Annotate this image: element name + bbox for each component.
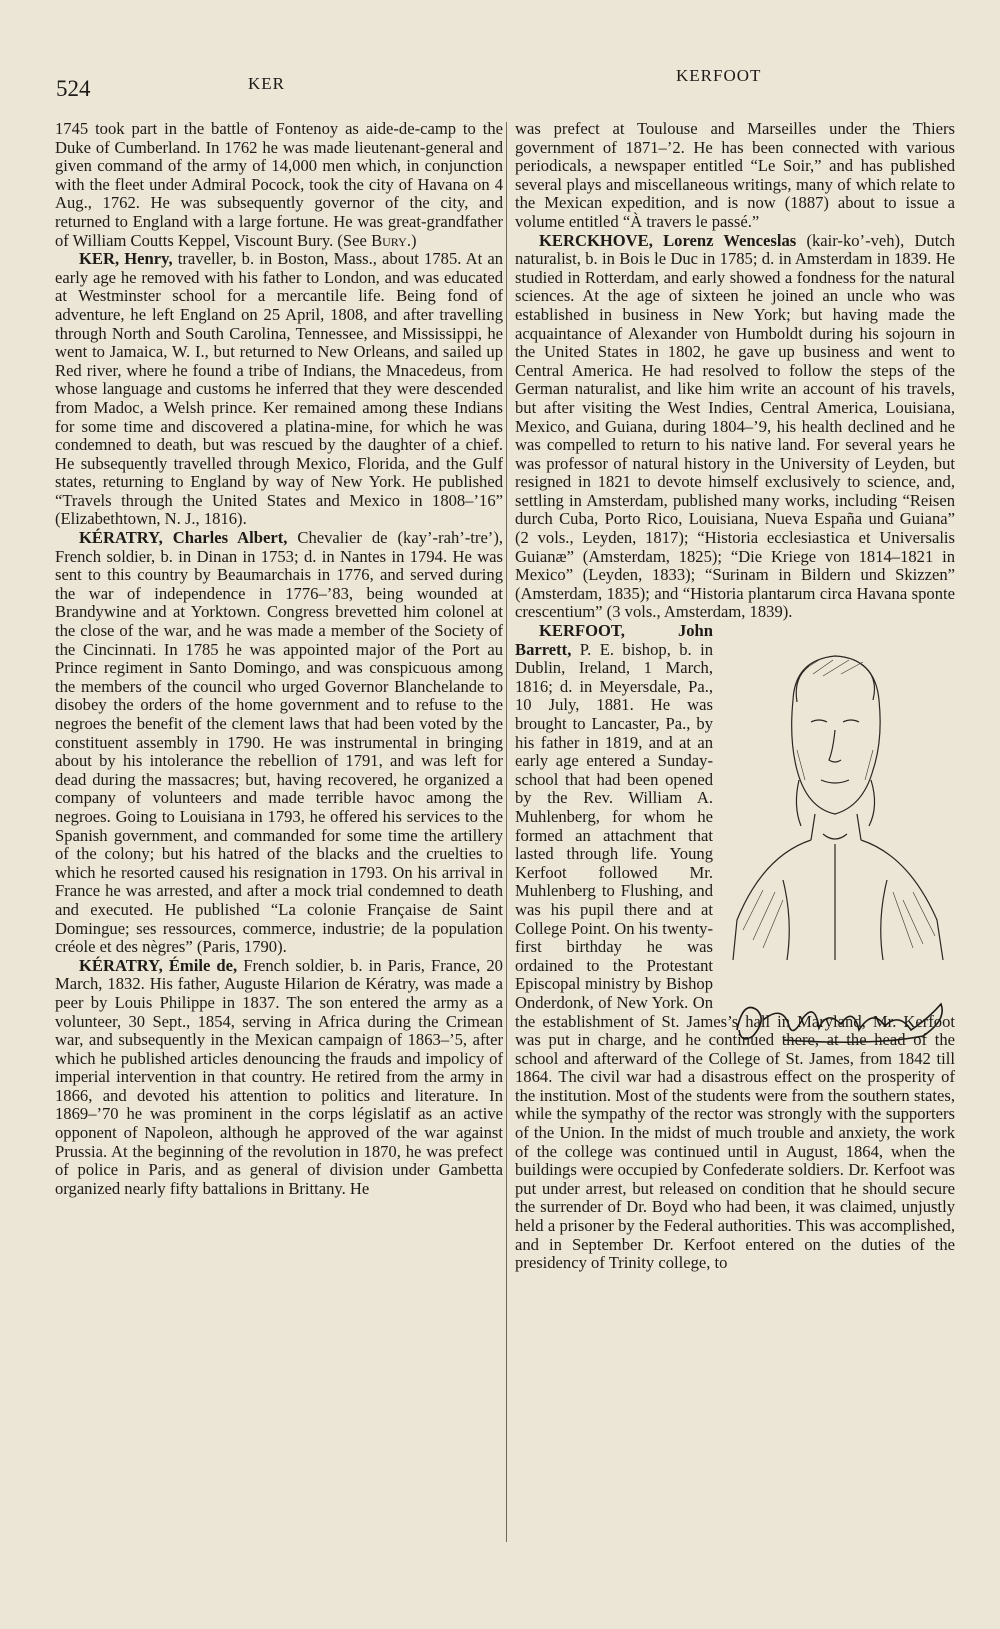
headword: KÉRATRY, Charles Albert, bbox=[79, 528, 288, 548]
entry-continuation: 1745 took part in the battle of Fontenoy as aide-de-camp to the Duke of Cumberland. In 1762 he was made lieutenant-general and given command of the army of 14,000 men which, in conjunction with the fleet under Admiral Pocock, took the city of Havana on 4 Aug., 1762. He was subsequently governor of the city, and returned to England with a large fortune. He was great-grandfather of William Coutts Keppel, Viscount Bury. (See Bury.) bbox=[55, 119, 503, 250]
running-header-right: KERFOOT bbox=[676, 66, 762, 85]
right-column bbox=[515, 120, 955, 1273]
entry-kerfoot: KERFOOT, John Barrett, P. E. bishop, b. in Dublin, Ireland, 1 March, 1816; d. in Meyersdale, Pa., 10 July, 1881. He was brought to Lancaster, Pa., by his father in 1819, and at an early age entered a Sunday-school that had been opened by the Rev. William A. Muhlenberg, for whom he formed an attachment that lasted through life. Young Kerfoot followed Mr. Muhlenberg to Flushing, and was his pupil there and at College Point. On his twenty-first birthday he was ordained to the Protestant Episcopal ministry by Bishop Onderdonk, of New York. On the establishment of St. James’s hall in Maryland, Mr. Kerfoot was put in charge, and he continued there, at the head of the school and afterward of the College of St. James, from 1842 till 1864. The civil war had a disastrous effect on the prosperity of the institution. Most of the students were from the southern states, while the sympathy of the rector was strongly with the supporters of the Union. In the midst of much trouble and anxiety, the work of the college was continued until in August, 1864, when the buildings were occupied by Confederate soldiers. Dr. Kerfoot was put under arrest, but released on condition that he should secure the surrender of Dr. Boyd who had been, it was claimed, unjustly held a prisoner by the Federal authorities. This was accomplished, and in September Dr. Kerfoot entered on the duties of the presidency of Trinity college, to bbox=[515, 621, 955, 1273]
running-header-left: KER bbox=[248, 74, 285, 93]
portrait-engraving bbox=[723, 630, 955, 990]
left-column bbox=[55, 120, 503, 1198]
page-number: 524 bbox=[56, 76, 91, 101]
entry-ker-henry: KER, Henry, traveller, b. in Boston, Mass., about 1785. At an early age he removed with his father to London, and was educated at Westminster school for a mercantile life. Being fond of adventure, he left England on 25 April, 1808, and after travelling through North and South Carolina, Tennessee, and Mississippi, he went to Jamaica, W. I., but returned to New Orleans, and sailed up Red river, where he found a tribe of Indians, the Mnacedeus, from whose language and customs he inferred that they were descended from Madoc, a Welsh prince. Ker remained among these Indians for some time and discovered a platina-mine, for which he was condemned to death, but was rescued by the daughter of a chief. He subsequently travelled through Mexico, Florida, and the Gulf states, returning to England by way of New York. He published “Travels through the United States and Mexico in 1808–’16” (Elizabethtown, N. J., 1816). bbox=[55, 249, 503, 529]
headword: KÉRATRY, Émile de, bbox=[79, 955, 238, 975]
entry-continuation: was prefect at Toulouse and Marseilles under the Thiers government of 1871–’2. He has been connected with various periodicals, a newspaper entitled “Le Soir,” and has published several plays and miscellaneous writings, many of which relate to the Mexican expedition, and is now (1887) about to issue a volume entitled “À travers le passé.” bbox=[515, 119, 955, 231]
headword: KER, Henry, bbox=[79, 249, 173, 269]
column-divider bbox=[506, 122, 507, 1542]
entry-keratry-charles: KÉRATRY, Charles Albert, Chevalier de (kay’-rah’-tre’), French soldier, b. in Dinan in 1753; d. in Nantes in 1794. He was sent to this country by Beaumarchais in 1776, and served during the war of independence in 1776–’83, being wounded at Brandywine and at Yorktown. Congress brevetted him colonel at the close of the war, and he was made a member of the Society of the Cincinnati. In 1785 he was appointed major of the Port au Prince regiment in Santo Domingo, and was conspicuous among the members of the council who urged Governor Blanchelande to disobey the orders of the home government and to refuse to the negroes the benefit of the clement laws that had been voted by the constituent assembly in 1790. He was instrumental in bringing about by his intolerance the rebellion of 1791, and was left for dead during the massacres; but, having recovered, he organized a company of volunteers and made terrible havoc among the negroes. Going to Louisiana in 1793, he offered his services to the Spanish government, and commanded for some time the artillery of the colony; but his hatred of the blacks and the cruelties to which he resorted caused his resignation in 1793. On his arrival in France he was arrested, and after a mock trial condemned to death and executed. He published “La colonie Française de Saint Domingue; ses ressources, commerce, industrie; de la population créole et des nègres” (Paris, 1790). bbox=[55, 528, 504, 957]
entry-keratry-emile: KÉRATRY, Émile de, French soldier, b. in Paris, France, 20 March, 1832. His father, Auguste Hilarion de Kératry, was made a peer by Louis Philippe in 1837. The son entered the army as a volunteer, 30 Sept., 1854, serving in Africa during the Crimean war, and subsequently in the Mexican campaign of 1863–’5, after which he published articles denouncing the frauds and impolicy of imperial intervention in that country. He retired from the army in 1866, and devoted his attention to politics and literature. In 1869–’70 he was prominent in the corps législatif as an active opponent of Napoleon, although he approved of the war against Prussia. At the beginning of the revolution in 1870, he was prefect of police in Paris, and as general of division under Gambetta organized nearly fifty battalions in Brittany. He bbox=[55, 955, 503, 1198]
entry-kerckhove: KERCKHOVE, Lorenz Wenceslas (kair-ko’-veh), Dutch naturalist, b. in Bois le Duc in 1785; d. in Amsterdam in 1839. He studied in Rotterdam, and early showed a fondness for the natural sciences. At the age of sixteen he joined an uncle who was established in business in New York; but having made the acquaintance of Alexander von Humboldt during his sojourn in the United States in 1802, he gave up business and went to Central America. He had resolved to follow the steps of the German naturalist, and like him write an account of his travels, but after visiting the West Indies, Central America, Louisiana, Mexico, and Guiana, during 1804–’9, his health declined and he was compelled to return to his native land. For several years he was professor of natural history in the University of Leyden, but resigned in 1821 to devote himself exclusively to science, and, settling in Amsterdam, published many works, including “Reisen durch Cuba, Porto Rico, Louisiana, Nueva España und Guiana” (2 vols., Leyden, 1817); “Historia ecclesiastica et Universalis Guianæ” (Amsterdam, 1825); “Die Kriege von 1814–1821 in Mexico” (Leyden, 1833); “Surinam in Bildern und Skizzen” (Amsterdam, 1835); and “Historia plantarum circa Havana sponte crescentium” (3 vols., Amsterdam, 1839). bbox=[515, 230, 956, 622]
cross-reference: Bury bbox=[371, 230, 407, 250]
headword: KERCKHOVE, Lorenz Wenceslas bbox=[539, 230, 797, 250]
headword: KERFOOT, John Barrett, bbox=[515, 621, 713, 659]
